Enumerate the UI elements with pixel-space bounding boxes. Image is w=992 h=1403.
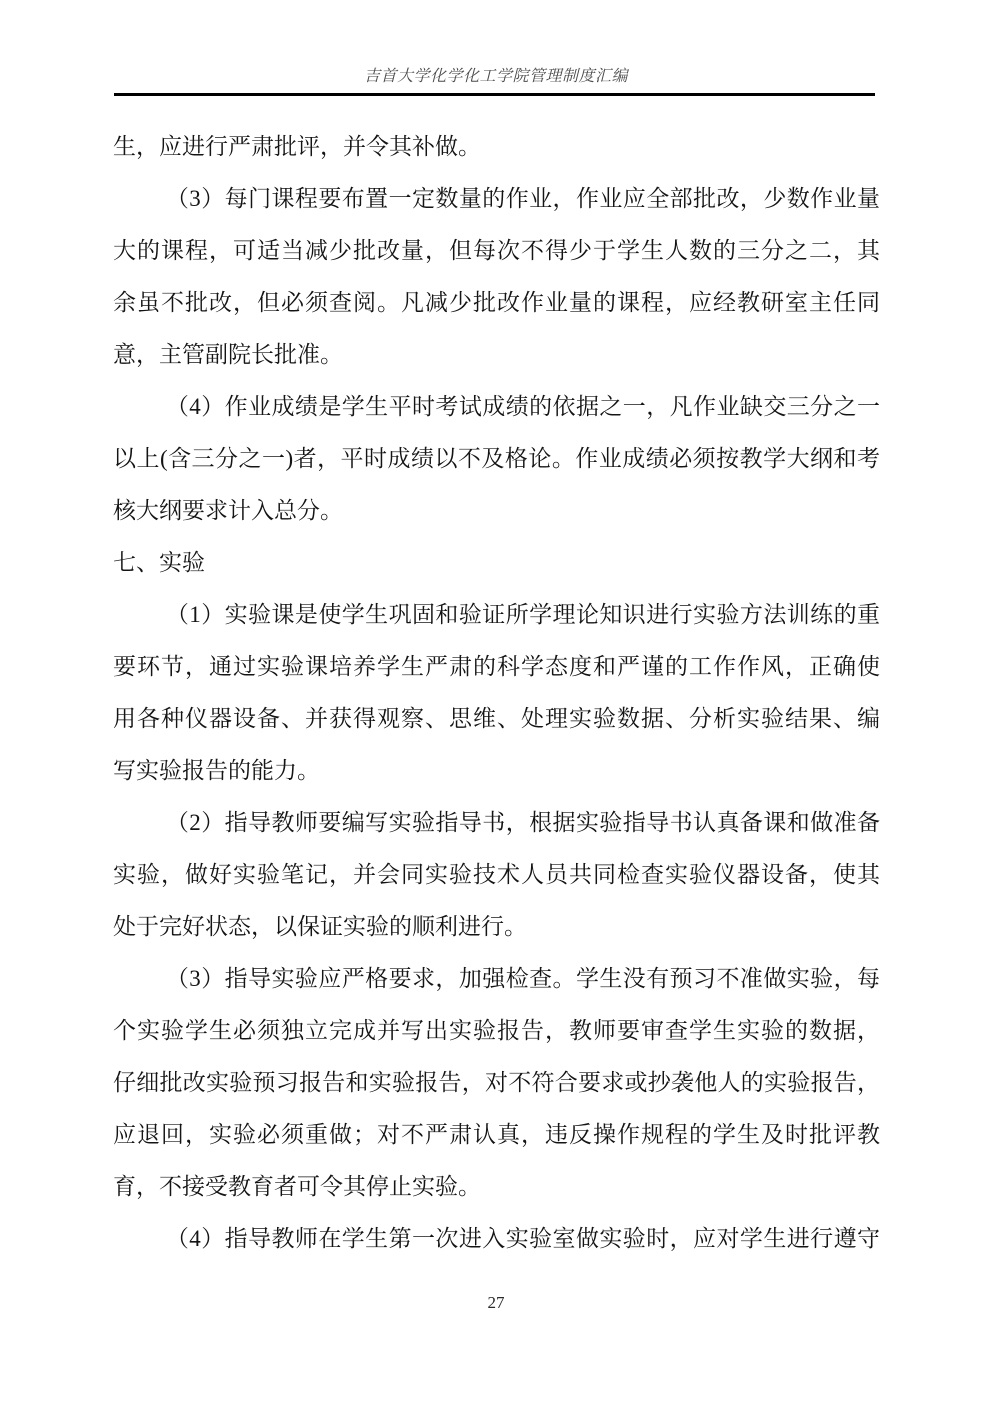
- page-header-title: 吉首大学化学化工学院管理制度汇编: [363, 68, 628, 85]
- text-line: 意，主管副院长批准。: [113, 342, 343, 367]
- text-line: 用各种仪器设备、并获得观察、思维、处理实验数据、分析实验结果、编: [113, 706, 880, 731]
- section-heading: 七、实验: [113, 550, 205, 575]
- text-line: （4）作业成绩是学生平时考试成绩的依据之一，凡作业缺交三分之一: [165, 394, 880, 419]
- text-line: （1）实验课是使学生巩固和验证所学理论知识进行实验方法训练的重: [165, 602, 880, 627]
- header-divider: [114, 93, 875, 96]
- text-line: 写实验报告的能力。: [113, 758, 320, 783]
- text-line: （3）指导实验应严格要求，加强检查。学生没有预习不准做实验，每: [165, 966, 880, 991]
- text-line: （3）每门课程要布置一定数量的作业，作业应全部批改，少数作业量: [165, 186, 880, 211]
- text-line: （2）指导教师要编写实验指导书，根据实验指导书认真备课和做准备: [165, 810, 880, 835]
- text-line: 生，应进行严肃批评，并令其补做。: [113, 134, 481, 159]
- text-line: 处于完好状态，以保证实验的顺利进行。: [113, 914, 527, 939]
- text-line: 应退回，实验必须重做；对不严肃认真，违反操作规程的学生及时批评教: [113, 1122, 880, 1147]
- page-number: 27: [487, 1293, 505, 1312]
- document-body: [113, 121, 880, 1265]
- text-line: 大的课程，可适当减少批改量，但每次不得少于学生人数的三分之二，其: [113, 238, 880, 263]
- text-line: 个实验学生必须独立完成并写出实验报告，教师要审查学生实验的数据，: [113, 1018, 880, 1043]
- text-line: 育，不接受教育者可令其停止实验。: [113, 1174, 481, 1199]
- text-line: 核大纲要求计入总分。: [113, 498, 343, 523]
- text-line: 以上(含三分之一)者，平时成绩以不及格论。作业成绩必须按教学大纲和考: [113, 446, 880, 471]
- text-line: 余虽不批改，但必须查阅。凡减少批改作业量的课程，应经教研室主任同: [113, 290, 880, 315]
- text-line: 实验，做好实验笔记，并会同实验技术人员共同检查实验仪器设备，使其: [113, 862, 880, 887]
- text-line: 要环节，通过实验课培养学生严肃的科学态度和严谨的工作作风，正确使: [113, 654, 880, 679]
- text-line: （4）指导教师在学生第一次进入实验室做实验时，应对学生进行遵守: [165, 1226, 880, 1251]
- text-line: 仔细批改实验预习报告和实验报告，对不符合要求或抄袭他人的实验报告，: [113, 1070, 880, 1095]
